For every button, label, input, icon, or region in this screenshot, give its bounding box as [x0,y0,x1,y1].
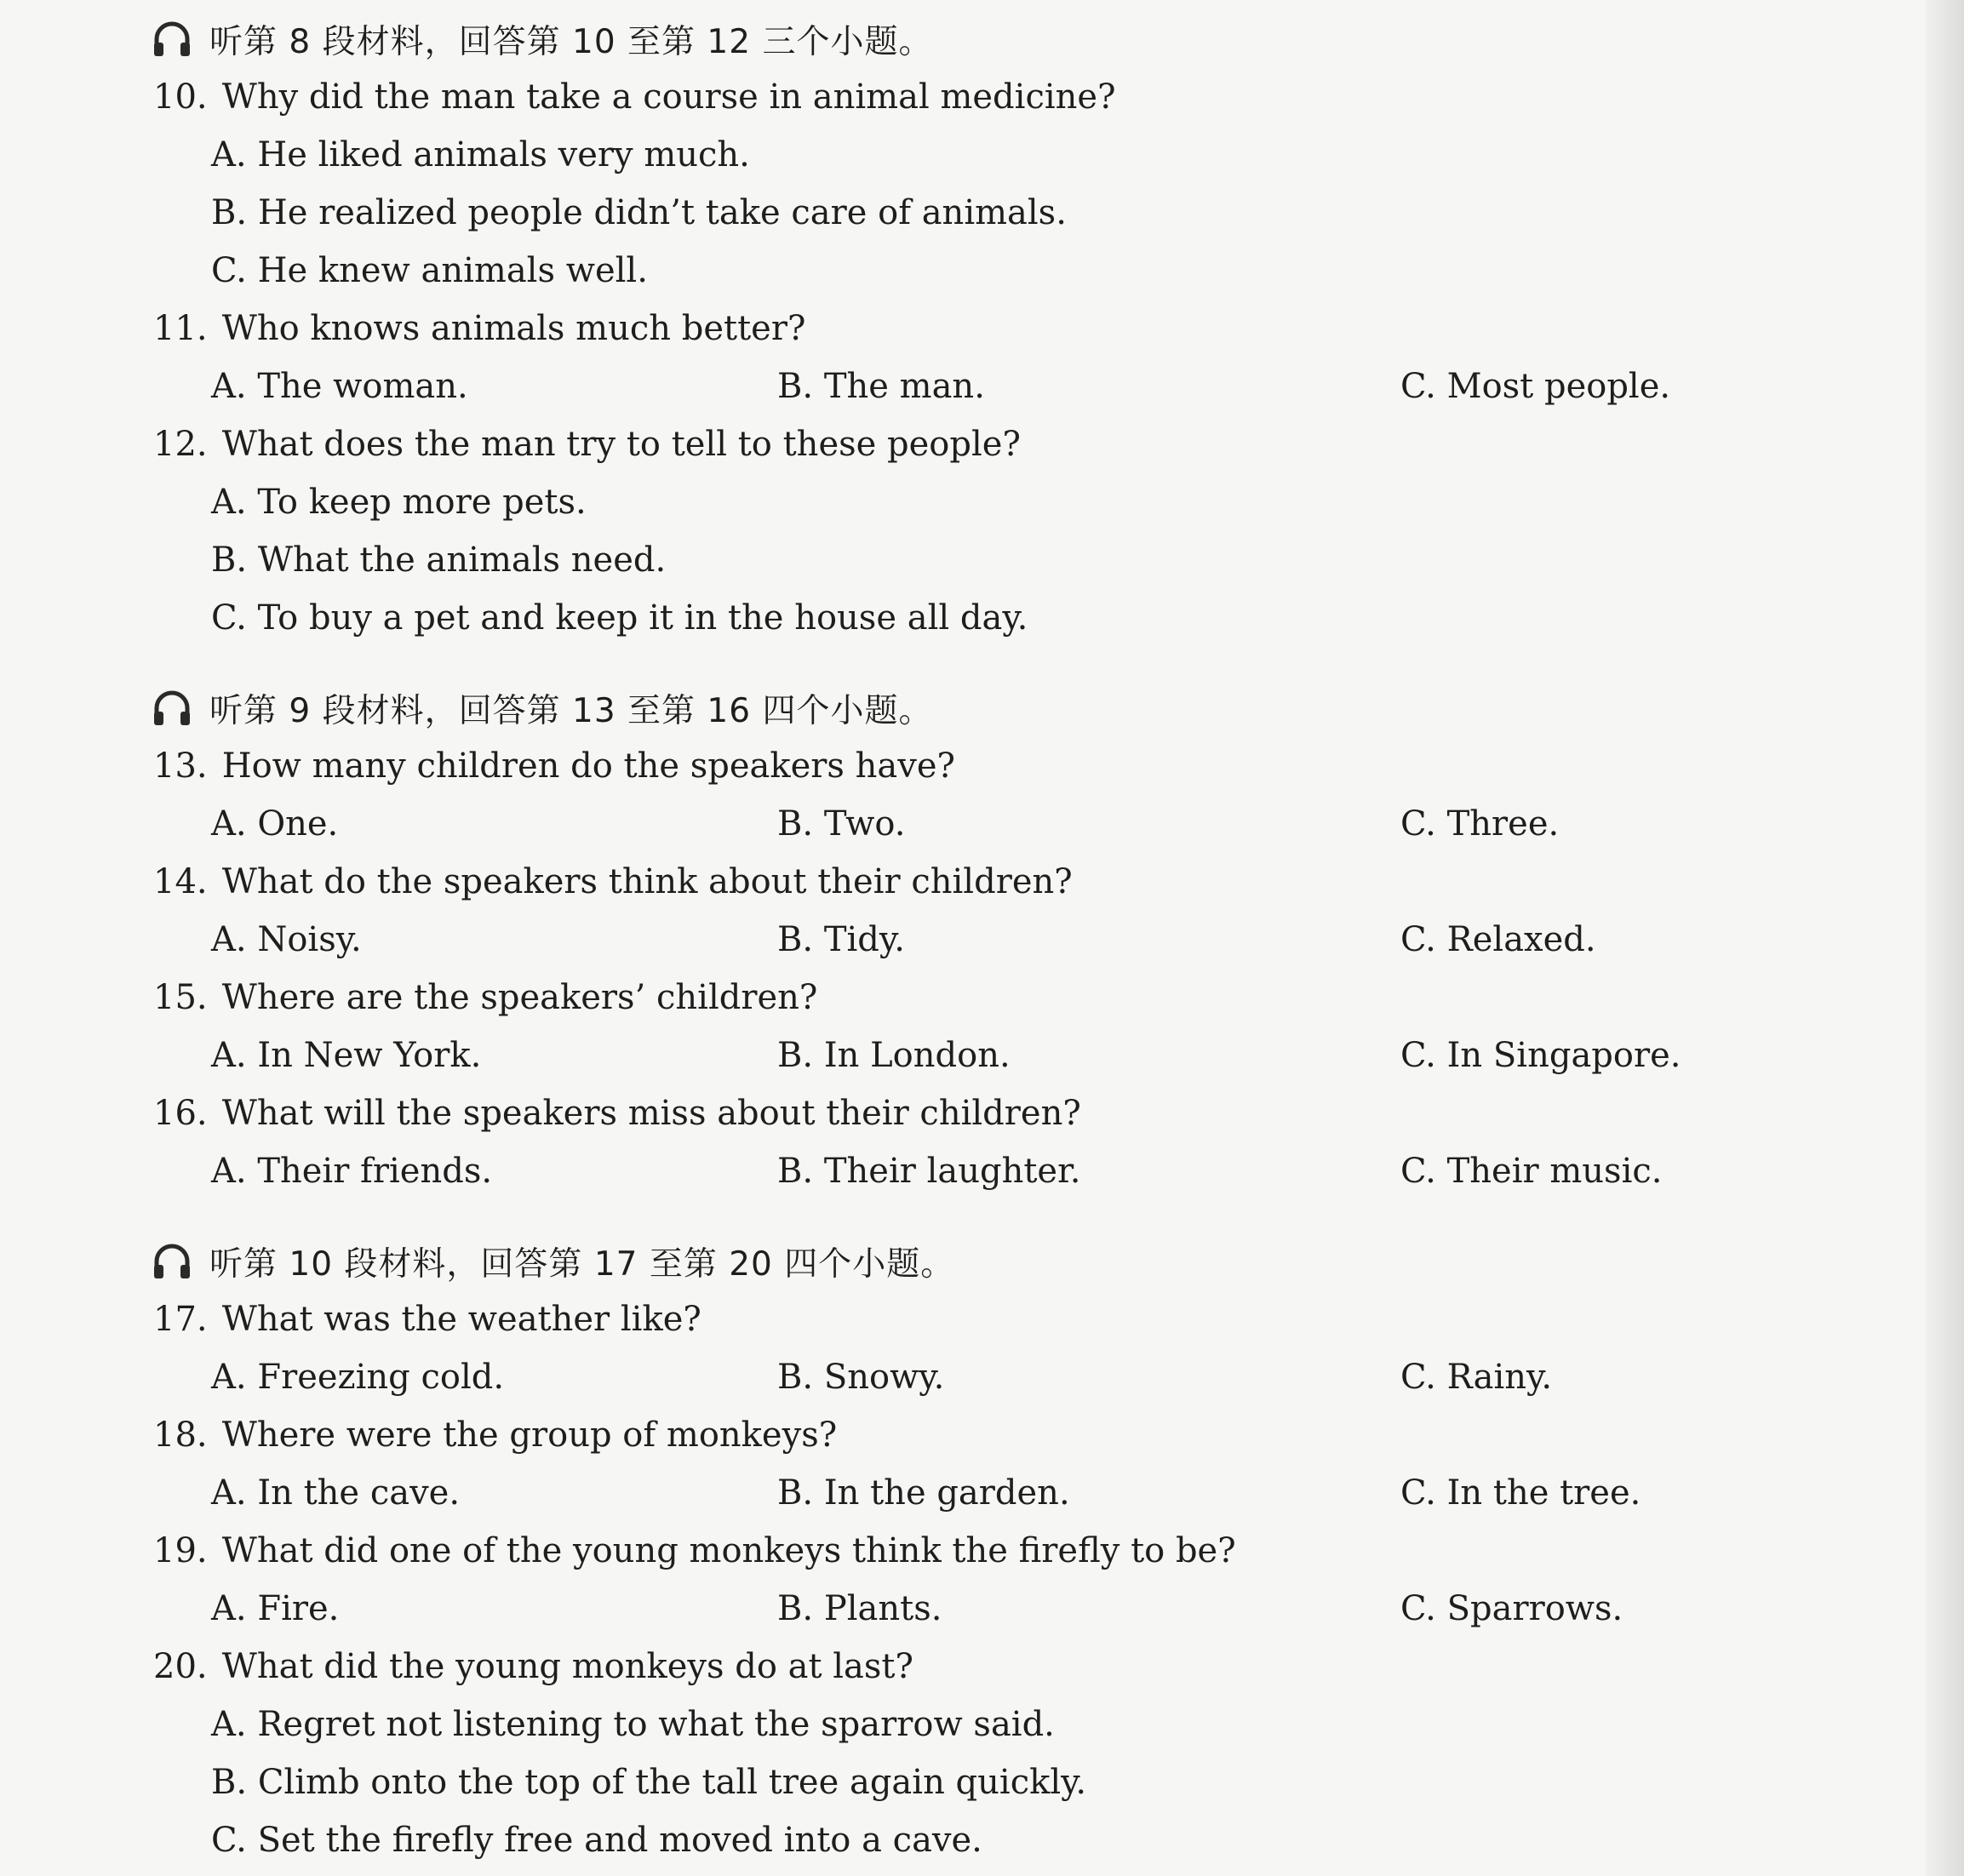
option-20-a: A. Regret not listening to what the sparrow said. [211,1705,1055,1744]
question-15 [153,977,817,1018]
question-number: 11. [153,309,208,348]
question-text: Why did the man take a course in animal medicine? [221,77,1116,117]
option-18-c: C. In the tree. [1400,1473,1641,1513]
option-17-c: C. Rainy. [1400,1358,1553,1397]
option-16-a: A. Their friends. [211,1152,493,1191]
option-16-c: C. Their music. [1400,1152,1663,1191]
question-text: Who knows animals much better? [221,309,806,348]
section-header-10 [152,1236,954,1287]
option-19-b: B. Plants. [777,1589,942,1628]
section-header-text: 听第 10 段材料，回答第 17 至第 20 四个小题。 [209,1245,955,1284]
question-text: What was the weather like? [221,1300,701,1339]
option-13-b: B. Two. [777,804,906,844]
question-text: How many children do the speakers have? [221,746,955,786]
question-17 [153,1299,701,1340]
question-text: What did one of the young monkeys think the firefly to be? [221,1531,1236,1570]
option-17-a: A. Freezing cold. [211,1358,505,1397]
option-13-c: C. Three. [1400,804,1560,844]
question-text: What will the speakers miss about their children? [221,1094,1081,1133]
question-13 [153,746,955,786]
option-10-c: C. He knew animals well. [211,251,648,290]
option-18-b: B. In the garden. [777,1473,1070,1513]
question-number: 10. [153,77,208,117]
option-15-b: B. In London. [777,1036,1011,1075]
question-text: What do the speakers think about their children? [221,862,1073,901]
option-15-a: A. In New York. [211,1036,482,1075]
option-14-c: C. Relaxed. [1400,920,1596,959]
question-text: What does the man try to tell to these people? [221,425,1021,464]
option-11-c: C. Most people. [1400,367,1671,406]
option-14-a: A. Noisy. [211,920,362,959]
section-header-8 [152,14,932,65]
option-11-a: A. The woman. [211,367,468,406]
option-16-b: B. Their laughter. [777,1152,1081,1191]
option-19-a: A. Fire. [211,1589,340,1628]
option-17-b: B. Snowy. [777,1358,945,1397]
question-12 [153,424,1021,465]
option-19-c: C. Sparrows. [1400,1589,1623,1628]
headphones-icon [152,1243,192,1280]
option-10-b: B. He realized people didn’t take care of animals. [211,193,1067,232]
question-20 [153,1646,913,1687]
option-12-a: A. To keep more pets. [211,483,587,522]
question-number: 13. [153,746,208,786]
question-10 [153,77,1116,117]
question-number: 17. [153,1300,208,1339]
question-number: 16. [153,1094,208,1133]
section-header-text: 听第 9 段材料，回答第 13 至第 16 四个小题。 [209,692,933,730]
question-16 [153,1093,1081,1134]
option-14-b: B. Tidy. [777,920,905,959]
option-12-b: B. What the animals need. [211,540,667,580]
option-11-b: B. The man. [777,367,985,406]
question-number: 15. [153,978,208,1017]
option-12-c: C. To buy a pet and keep it in the house all day. [211,598,1028,638]
option-13-a: A. One. [211,804,339,844]
option-20-c: C. Set the firefly free and moved into a cave. [211,1821,982,1860]
page-edge-shadow [1926,0,1964,1876]
option-10-a: A. He liked animals very much. [211,135,750,174]
headphones-icon [152,20,192,58]
question-number: 20. [153,1647,208,1686]
question-text: Where are the speakers’ children? [221,978,818,1017]
question-number: 14. [153,862,208,901]
question-number: 19. [153,1531,208,1570]
question-19 [153,1530,1236,1571]
question-18 [153,1415,837,1456]
question-number: 12. [153,425,208,464]
headphones-icon [152,689,192,727]
question-14 [153,861,1073,902]
section-header-9 [152,683,932,734]
question-number: 18. [153,1416,208,1455]
option-18-a: A. In the cave. [211,1473,461,1513]
section-header-text: 听第 8 段材料，回答第 10 至第 12 三个小题。 [209,23,933,61]
question-text: What did the young monkeys do at last? [221,1647,913,1686]
option-15-c: C. In Singapore. [1400,1036,1681,1075]
question-text: Where were the group of monkeys? [221,1416,838,1455]
question-11 [153,308,805,349]
option-20-b: B. Climb onto the top of the tall tree again quickly. [211,1763,1087,1802]
